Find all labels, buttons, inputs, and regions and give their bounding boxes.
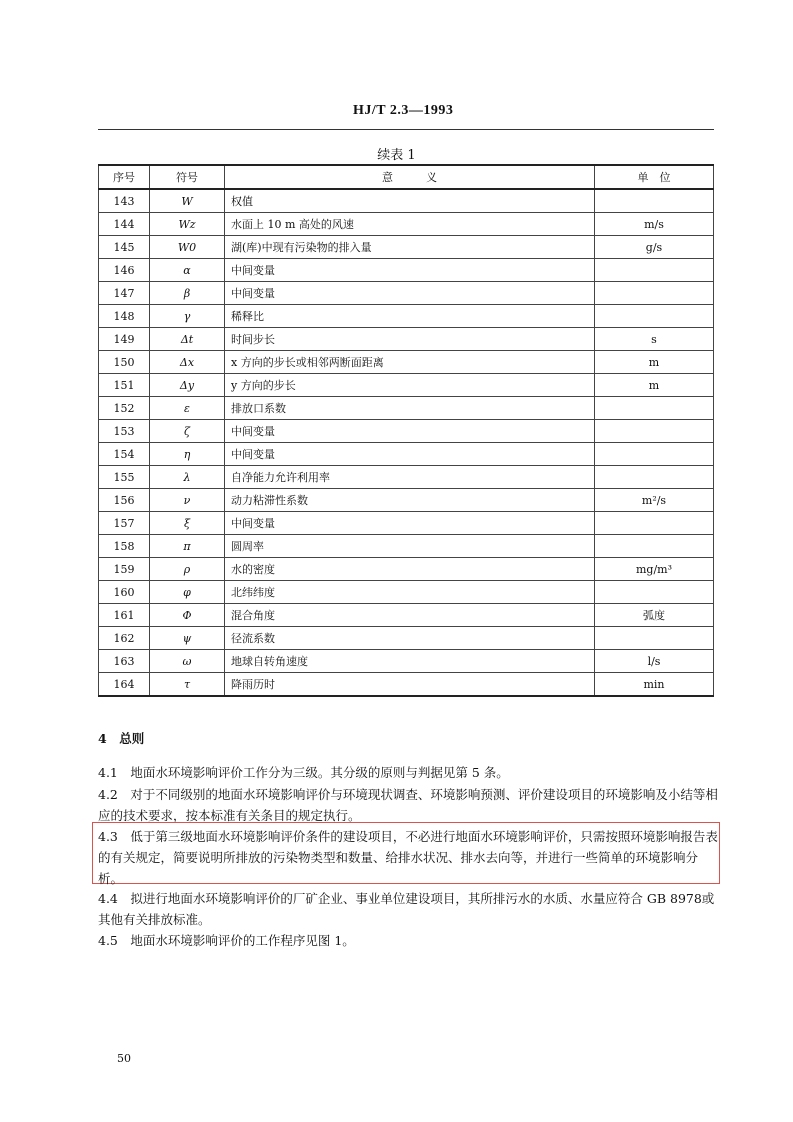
cell-unit: m — [595, 351, 714, 374]
cell-symbol: τ — [150, 673, 225, 697]
cell-number: 153 — [99, 420, 150, 443]
cell-symbol: Δy — [150, 374, 225, 397]
table-row — [99, 282, 714, 305]
cell-number: 157 — [99, 512, 150, 535]
table-row — [99, 650, 714, 673]
cell-unit: min — [595, 673, 714, 697]
cell-symbol: φ — [150, 581, 225, 604]
cell-meaning: 水面上 10 m 高处的风速 — [225, 213, 595, 236]
paragraph-4-2: 4.2 对于不同级别的地面水环境影响评价与环境现状调查、环境影响预测、评价建设项目的环境影响及小结等相应的技术要求，按本标准有关条目的规定执行。 — [98, 787, 718, 823]
table-row — [99, 581, 714, 604]
cell-unit — [595, 535, 714, 558]
cell-unit — [595, 443, 714, 466]
standard-code: HJ/T 2.3—1993 — [353, 103, 454, 118]
cell-symbol: α — [150, 259, 225, 282]
table-row — [99, 604, 714, 627]
cell-number: 156 — [99, 489, 150, 512]
col-header-meaning: 意 义 — [225, 165, 595, 189]
cell-symbol: λ — [150, 466, 225, 489]
cell-number: 160 — [99, 581, 150, 604]
table-row — [99, 397, 714, 420]
cell-unit — [595, 397, 714, 420]
cell-number: 155 — [99, 466, 150, 489]
table-row — [99, 259, 714, 282]
cell-symbol: Δx — [150, 351, 225, 374]
cell-unit: 弧度 — [595, 604, 714, 627]
cell-meaning: 稀释比 — [225, 305, 595, 328]
table-row — [99, 443, 714, 466]
header-rule — [98, 129, 714, 130]
cell-number: 143 — [99, 189, 150, 213]
cell-meaning: 动力粘滞性系数 — [225, 489, 595, 512]
cell-meaning: 时间步长 — [225, 328, 595, 351]
table-row — [99, 236, 714, 259]
table-row — [99, 374, 714, 397]
cell-meaning: 中间变量 — [225, 420, 595, 443]
cell-meaning: 排放口系数 — [225, 397, 595, 420]
col-header-unit: 单 位 — [595, 165, 714, 189]
cell-number: 152 — [99, 397, 150, 420]
section-heading: 4 总则 — [98, 731, 145, 746]
cell-symbol: ρ — [150, 558, 225, 581]
cell-symbol: η — [150, 443, 225, 466]
cell-unit: mg/m³ — [595, 558, 714, 581]
cell-number: 151 — [99, 374, 150, 397]
table-row — [99, 627, 714, 650]
cell-symbol: Φ — [150, 604, 225, 627]
cell-unit — [595, 189, 714, 213]
cell-meaning: 中间变量 — [225, 282, 595, 305]
cell-symbol: W — [150, 189, 225, 213]
cell-number: 161 — [99, 604, 150, 627]
col-header-symbol: 符号 — [150, 165, 225, 189]
cell-meaning: 水的密度 — [225, 558, 595, 581]
cell-symbol: β — [150, 282, 225, 305]
table-row — [99, 535, 714, 558]
table-row — [99, 466, 714, 489]
cell-meaning: 北纬纬度 — [225, 581, 595, 604]
cell-unit — [595, 420, 714, 443]
cell-number: 145 — [99, 236, 150, 259]
table-row — [99, 305, 714, 328]
table-row — [99, 328, 714, 351]
cell-number: 147 — [99, 282, 150, 305]
symbol-table — [98, 164, 714, 697]
cell-symbol: ν — [150, 489, 225, 512]
cell-unit: s — [595, 328, 714, 351]
cell-symbol: γ — [150, 305, 225, 328]
cell-symbol: ζ — [150, 420, 225, 443]
cell-number: 159 — [99, 558, 150, 581]
table-caption: 续表 1 — [377, 148, 416, 163]
cell-unit — [595, 581, 714, 604]
cell-number: 163 — [99, 650, 150, 673]
cell-number: 146 — [99, 259, 150, 282]
cell-meaning: x 方向的步长或相邻两断面距离 — [225, 351, 595, 374]
cell-unit — [595, 512, 714, 535]
cell-number: 149 — [99, 328, 150, 351]
cell-meaning: 自净能力允许利用率 — [225, 466, 595, 489]
cell-meaning: y 方向的步长 — [225, 374, 595, 397]
cell-meaning: 中间变量 — [225, 443, 595, 466]
cell-unit — [595, 627, 714, 650]
cell-meaning: 中间变量 — [225, 512, 595, 535]
table-row — [99, 489, 714, 512]
cell-unit — [595, 282, 714, 305]
cell-unit: g/s — [595, 236, 714, 259]
table-header-row — [99, 165, 714, 189]
cell-number: 148 — [99, 305, 150, 328]
table-row — [99, 189, 714, 213]
cell-number: 150 — [99, 351, 150, 374]
cell-meaning: 地球自转角速度 — [225, 650, 595, 673]
cell-symbol: Wz — [150, 213, 225, 236]
paragraph-4-5: 4.5 地面水环境影响评价的工作程序见图 1。 — [98, 933, 355, 948]
cell-number: 164 — [99, 673, 150, 697]
cell-meaning: 降雨历时 — [225, 673, 595, 697]
cell-symbol: W0 — [150, 236, 225, 259]
cell-symbol: Δt — [150, 328, 225, 351]
cell-meaning: 径流系数 — [225, 627, 595, 650]
cell-unit — [595, 466, 714, 489]
cell-symbol: ε — [150, 397, 225, 420]
cell-meaning: 圆周率 — [225, 535, 595, 558]
cell-unit: m/s — [595, 213, 714, 236]
table-row — [99, 673, 714, 697]
table-row — [99, 558, 714, 581]
cell-number: 158 — [99, 535, 150, 558]
paragraph-4-3: 4.3 低于第三级地面水环境影响评价条件的建设项目，不必进行地面水环境影响评价，只需按照环境影响报告表的有关规定，简要说明所排放的污染物类型和数量、给排水状况、排水去向等，并进行一些简单的环境影响分析。 — [98, 829, 718, 886]
cell-unit: l/s — [595, 650, 714, 673]
table-row — [99, 213, 714, 236]
cell-number: 162 — [99, 627, 150, 650]
page-number: 50 — [117, 1052, 131, 1065]
cell-number: 144 — [99, 213, 150, 236]
cell-number: 154 — [99, 443, 150, 466]
cell-meaning: 混合角度 — [225, 604, 595, 627]
cell-symbol: π — [150, 535, 225, 558]
table-row — [99, 351, 714, 374]
cell-meaning: 中间变量 — [225, 259, 595, 282]
cell-meaning: 湖(库)中现有污染物的排入量 — [225, 236, 595, 259]
page-header — [0, 103, 793, 127]
cell-unit: m²/s — [595, 489, 714, 512]
cell-unit — [595, 259, 714, 282]
table-row — [99, 512, 714, 535]
cell-unit — [595, 305, 714, 328]
col-header-num: 序号 — [99, 165, 150, 189]
cell-symbol: ω — [150, 650, 225, 673]
cell-symbol: ψ — [150, 627, 225, 650]
paragraph-4-1: 4.1 地面水环境影响评价工作分为三级。其分级的原则与判据见第 5 条。 — [98, 765, 509, 780]
table-row — [99, 420, 714, 443]
cell-unit: m — [595, 374, 714, 397]
cell-meaning: 权值 — [225, 189, 595, 213]
cell-symbol: ξ — [150, 512, 225, 535]
paragraph-4-4: 4.4 拟进行地面水环境影响评价的厂矿企业、事业单位建设项目，其所排污水的水质、水量应符合 GB 8978或其他有关排放标准。 — [98, 891, 715, 927]
